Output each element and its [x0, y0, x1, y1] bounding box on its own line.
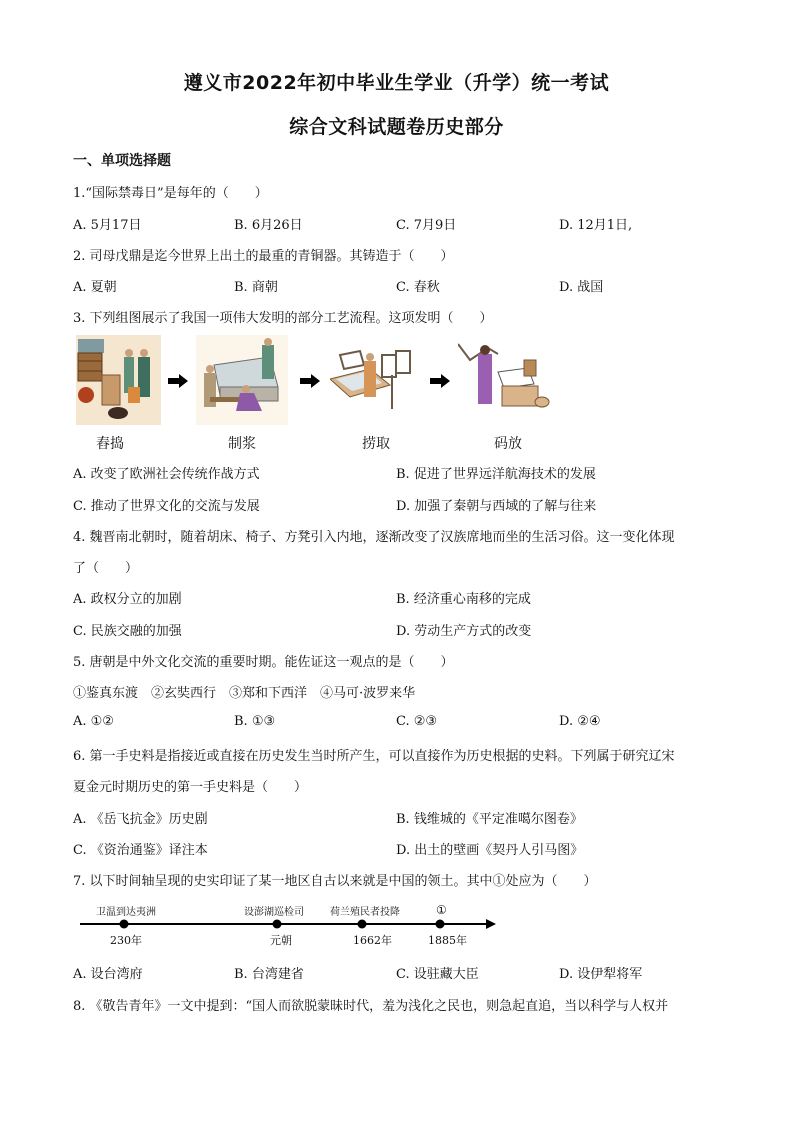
question-5-option-d: D. ②④	[559, 714, 601, 729]
timeline-event-3-date: 1662年	[353, 934, 392, 947]
question-4-option-c: C. 民族交融的加强	[73, 624, 182, 639]
question-5-option-c: C. ②③	[396, 714, 438, 729]
question-5-option-b: B. ①③	[234, 714, 276, 729]
step-caption-3: 捞取	[362, 436, 390, 452]
timeline-event-3-label: 荷兰殖民者投降	[330, 907, 400, 918]
question-7-option-b: B. 台湾建省	[234, 967, 304, 982]
question-1-option-c: C. 7月9日	[396, 218, 457, 233]
illustration-scooping	[330, 345, 414, 415]
question-3-stem: 3. 下列组图展示了我国一项伟大发明的部分工艺流程。这项发明（ ）	[73, 311, 493, 326]
question-5-items: ①鉴真东渡 ②玄奘西行 ③郑和下西洋 ④马可·波罗来华	[73, 686, 416, 701]
question-2-option-b: B. 商朝	[234, 280, 278, 295]
step-caption-4: 码放	[494, 436, 522, 452]
timeline-event-1-date: 230年	[110, 934, 142, 947]
question-6-option-a: A. 《岳飞抗金》历史剧	[73, 812, 208, 827]
question-7-option-d: D. 设伊犁将军	[559, 967, 643, 982]
question-3-option-b: B. 促进了世界远洋航海技术的发展	[396, 467, 596, 482]
question-4-option-d: D. 劳动生产方式的改变	[396, 624, 532, 639]
illustration-pulping	[196, 335, 288, 425]
timeline-event-2-label: 设澎湖巡检司	[244, 907, 304, 918]
section-heading: 一、单项选择题	[73, 153, 171, 169]
illustration-pounding	[76, 335, 161, 425]
step-caption-2: 制浆	[228, 436, 256, 452]
timeline-event-4-label: ①	[436, 903, 447, 917]
question-4-stem: 4. 魏晋南北朝时，随着胡床、椅子、方凳引入内地，逐渐改变了汉族席地而坐的生活习俗。这一变化体现	[73, 530, 675, 545]
exam-title: 遵义市2022年初中毕业生学业（升学）统一考试	[183, 72, 610, 94]
step-caption-1: 舂捣	[96, 436, 124, 452]
question-4-option-b: B. 经济重心南移的完成	[396, 592, 531, 607]
question-8-stem: 8. 《敬告青年》一文中提到：“国人而欲脱蒙昧时代，羞为浅化之民也，则急起直追，当以科学与人权并	[73, 999, 669, 1014]
question-1-option-b: B. 6月26日	[234, 218, 303, 233]
question-5-stem: 5. 唐朝是中外文化交流的重要时期。能佐证这一观点的是（ ）	[73, 655, 454, 670]
question-6-stem: 6. 第一手史料是指接近或直接在历史发生当时所产生，可以直接作为历史根据的史料。下列属于研究辽宋	[73, 749, 675, 764]
question-7-stem: 7. 以下时间轴呈现的史实印证了某一地区自古以来就是中国的领土。其中①处应为（ ）	[73, 874, 597, 889]
question-3-option-a: A. 改变了欧洲社会传统作战方式	[73, 467, 260, 482]
question-1-stem: 1.“国际禁毒日”是每年的（ ）	[73, 186, 268, 201]
question-6-stem-continued: 夏金元时期历史的第一手史料是（ ）	[73, 780, 308, 795]
arrow-right-icon	[300, 373, 320, 385]
question-1-option-d: D. 12月1日,	[559, 218, 633, 233]
question-3-option-c: C. 推动了世界文化的交流与发展	[73, 499, 260, 514]
arrow-right-icon	[168, 373, 188, 385]
question-2-stem: 2. 司母戊鼎是迄今世界上出土的最重的青铜器。其铸造于（ ）	[73, 249, 454, 264]
question-4-option-a: A. 政权分立的加剧	[73, 592, 182, 607]
timeline-event-1-label: 卫温到达夷洲	[96, 907, 156, 918]
question-2-option-c: C. 春秋	[396, 280, 440, 295]
timeline-event-4-date: 1885年	[428, 934, 467, 947]
question-6-option-d: D. 出土的壁画《契丹人引马图》	[396, 843, 584, 858]
timeline-event-2-date: 元朝	[270, 934, 292, 947]
exam-subtitle: 综合文科试题卷历史部分	[289, 116, 504, 138]
question-2-option-a: A. 夏朝	[73, 280, 117, 295]
question-7-option-c: C. 设驻藏大臣	[396, 967, 479, 982]
question-2-option-d: D. 战国	[559, 280, 604, 295]
question-6-option-b: B. 钱维城的《平定准噶尔图卷》	[396, 812, 583, 827]
arrow-right-icon	[430, 373, 450, 385]
illustration-stacking	[458, 340, 550, 415]
question-3-option-d: D. 加强了秦朝与西域的了解与往来	[396, 499, 597, 514]
question-6-option-c: C. 《资治通鉴》译注本	[73, 843, 208, 858]
question-7-option-a: A. 设台湾府	[73, 967, 143, 982]
question-1-option-a: A. 5月17日	[73, 218, 142, 233]
question-5-option-a: A. ①②	[73, 714, 114, 729]
question-4-stem-continued: 了（ ）	[73, 561, 139, 576]
